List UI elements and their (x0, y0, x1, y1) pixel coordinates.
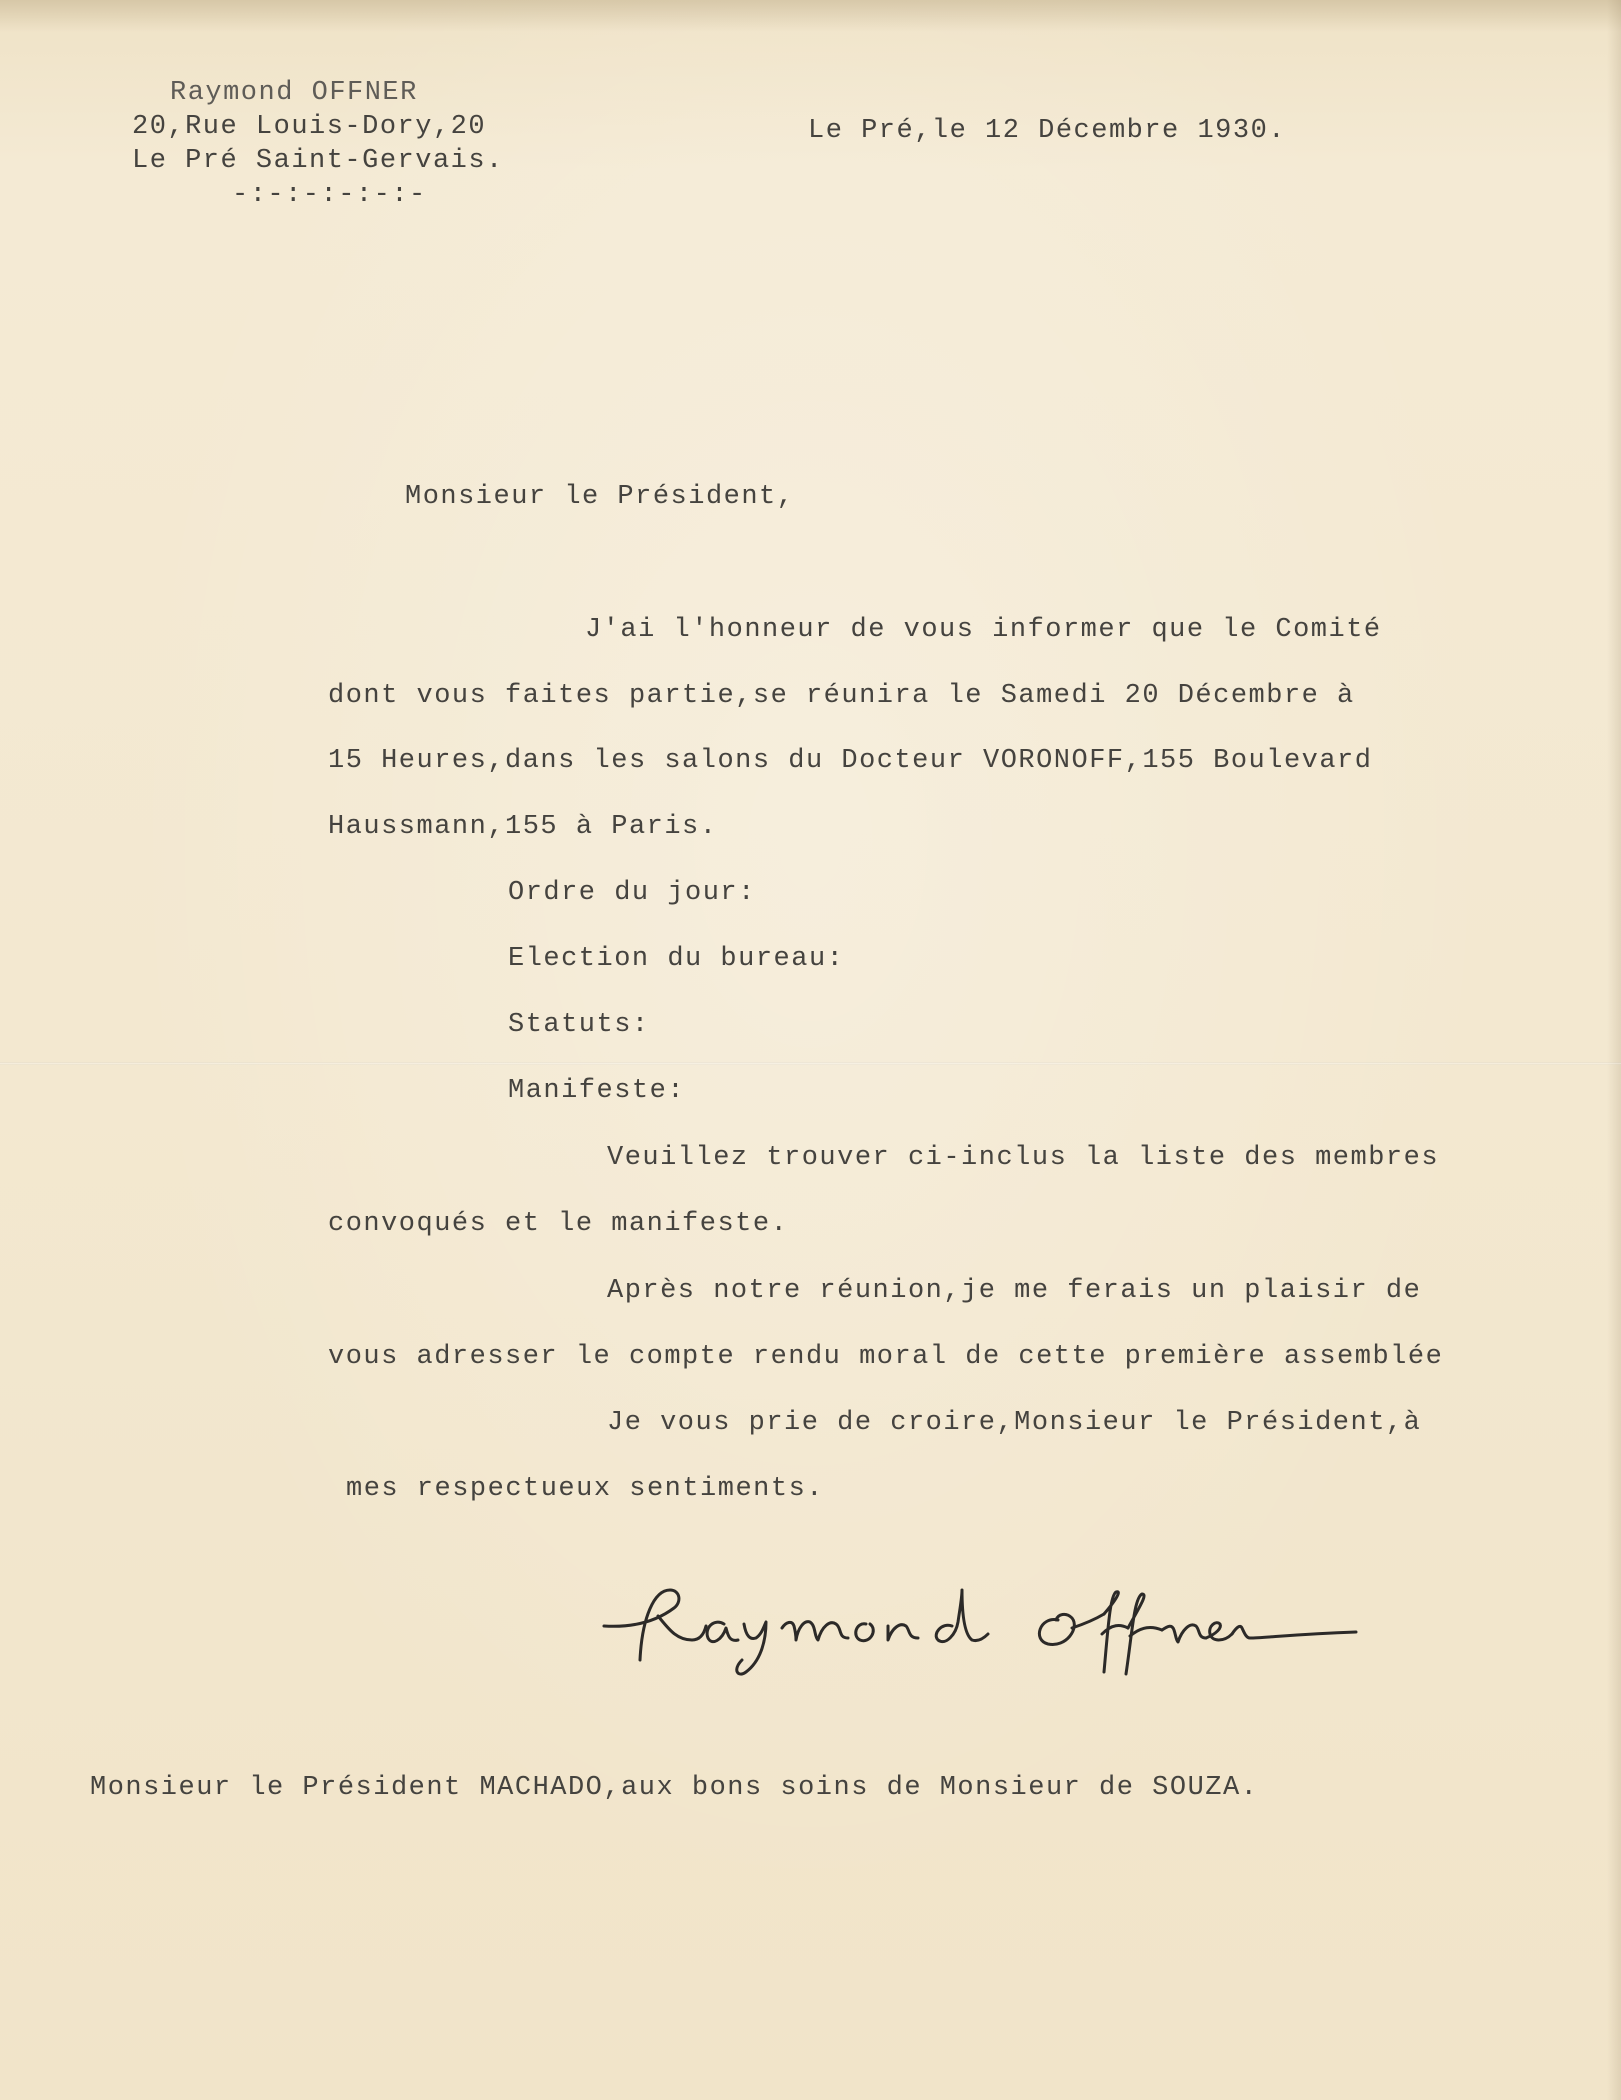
handwritten-signature (596, 1568, 1466, 1678)
salutation: Monsieur le Président, (405, 482, 795, 512)
body-line-1: J'ai l'honneur de vous informer que le Comité (585, 615, 1382, 645)
agenda-item-election: Election du bureau: (508, 944, 845, 974)
recipient-line: Monsieur le Président MACHADO,aux bons soins de Monsieur de SOUZA. (90, 1773, 1259, 1803)
paragraph3-line-2: vous adresser le compte rendu moral de cette première assemblée (328, 1342, 1444, 1372)
paper-top-edge (0, 0, 1621, 32)
body-line-3: 15 Heures,dans les salons du Docteur VORONOFF,155 Boulevard (328, 746, 1373, 776)
closing-line-2: mes respectueux sentiments. (346, 1474, 824, 1504)
agenda-item-manifeste: Manifeste: (508, 1076, 686, 1106)
paragraph2-line-2: convoqués et le manifeste. (328, 1209, 789, 1239)
sender-ornament: -:-:-:-:-:- (232, 180, 427, 210)
paper-right-edge (1607, 0, 1621, 2100)
paper-fold-line (0, 1062, 1621, 1065)
agenda-title: Ordre du jour: (508, 878, 756, 908)
date-line: Le Pré,le 12 Décembre 1930. (808, 116, 1286, 146)
body-line-4: Haussmann,155 à Paris. (328, 812, 718, 842)
sender-city: Le Pré Saint-Gervais. (132, 146, 504, 176)
body-line-2: dont vous faites partie,se réunira le Samedi 20 Décembre à (328, 681, 1355, 711)
sender-street: 20,Rue Louis-Dory,20 (132, 112, 487, 142)
agenda-item-statuts: Statuts: (508, 1010, 650, 1040)
paragraph2-line-1: Veuillez trouver ci-inclus la liste des membres (607, 1143, 1440, 1173)
closing-line-1: Je vous prie de croire,Monsieur le Président,à (607, 1408, 1422, 1438)
sender-name: Raymond OFFNER (170, 78, 418, 108)
paragraph3-line-1: Après notre réunion,je me ferais un plaisir de (607, 1276, 1422, 1306)
